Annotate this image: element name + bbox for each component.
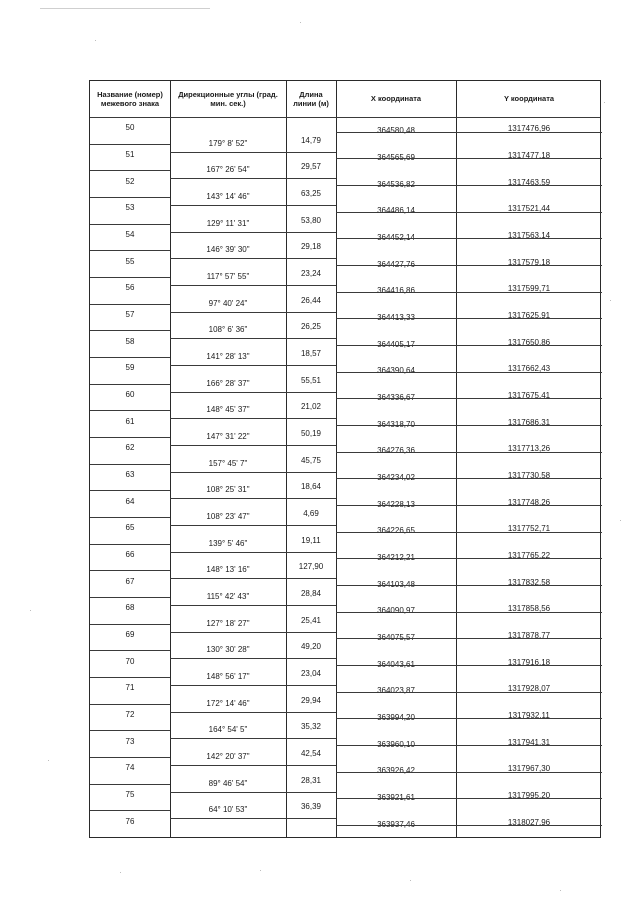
row-divider xyxy=(170,632,336,633)
line-length: 36,39 xyxy=(300,802,322,812)
y-coordinate: 1317563,14 xyxy=(507,231,551,240)
row-divider xyxy=(90,597,170,598)
row-divider xyxy=(336,478,602,479)
row-divider xyxy=(336,185,602,186)
row-divider xyxy=(336,718,602,719)
row-divider xyxy=(90,330,170,331)
point-name: 56 xyxy=(125,283,135,293)
row-divider xyxy=(170,178,336,179)
line-length: 50,19 xyxy=(300,429,322,438)
row-divider xyxy=(90,170,170,171)
row-divider xyxy=(336,665,602,666)
row-divider xyxy=(170,818,336,819)
line-length: 23,24 xyxy=(300,269,322,278)
scan-speck xyxy=(604,102,605,103)
x-coordinate: 364452,14 xyxy=(377,233,415,242)
point-name: 51 xyxy=(125,150,135,159)
row-divider xyxy=(90,624,170,625)
row-divider xyxy=(336,212,602,213)
x-coordinate: 364486,14 xyxy=(377,206,415,216)
row-divider xyxy=(90,464,170,465)
row-divider xyxy=(170,152,336,153)
point-name: 57 xyxy=(125,310,135,319)
row-divider xyxy=(170,552,336,553)
point-name: 50 xyxy=(125,123,135,133)
point-name: 64 xyxy=(125,496,135,506)
row-divider xyxy=(170,658,336,659)
x-coordinate: 364023,87 xyxy=(377,686,415,696)
y-coordinate: 1317579,18 xyxy=(507,257,551,267)
scan-speck xyxy=(560,890,561,891)
row-divider xyxy=(336,318,602,319)
point-name: 65 xyxy=(125,523,135,533)
row-divider xyxy=(170,765,336,766)
row-divider xyxy=(90,410,170,411)
x-coordinate: 364580,48 xyxy=(377,126,415,136)
line-length: 26,25 xyxy=(300,322,322,332)
direction-angle: 164° 54' 5" xyxy=(208,725,248,735)
y-coordinate: 1317662,43 xyxy=(507,364,551,374)
row-divider xyxy=(336,398,602,399)
point-name: 68 xyxy=(125,603,135,613)
row-divider xyxy=(170,792,336,793)
scan-artifact-line xyxy=(40,8,210,9)
y-coordinate: 1317650,86 xyxy=(507,337,551,347)
row-divider xyxy=(90,437,170,438)
x-coordinate: 364212,21 xyxy=(377,553,415,562)
point-name: 69 xyxy=(125,630,135,639)
row-divider xyxy=(336,425,602,426)
line-length: 35,32 xyxy=(300,722,322,732)
row-divider xyxy=(170,205,336,206)
x-coordinate: 364228,13 xyxy=(377,499,415,509)
row-divider xyxy=(336,638,602,639)
x-coordinate: 364234,02 xyxy=(377,473,415,482)
direction-angle: 148° 45' 37" xyxy=(206,405,250,415)
row-divider xyxy=(90,730,170,731)
row-divider xyxy=(170,498,336,499)
direction-angle: 172° 14' 46" xyxy=(206,698,250,708)
y-coordinate: 1317748,26 xyxy=(507,497,551,507)
point-name: 61 xyxy=(125,416,135,426)
y-coordinate: 1317916,18 xyxy=(507,657,551,667)
y-coordinate: 1317675,41 xyxy=(507,391,551,400)
row-divider xyxy=(336,265,602,266)
row-divider xyxy=(170,232,336,233)
scan-speck xyxy=(610,300,611,301)
line-length: 19,11 xyxy=(301,535,321,545)
direction-angle: 129° 11' 31" xyxy=(206,218,250,228)
row-divider xyxy=(170,365,336,366)
row-divider xyxy=(336,612,602,613)
point-name: 71 xyxy=(125,683,135,693)
row-divider xyxy=(170,445,336,446)
x-coordinate: 364090,97 xyxy=(377,606,415,616)
line-length: 25,41 xyxy=(300,615,322,625)
row-divider xyxy=(90,277,170,278)
row-divider xyxy=(336,772,602,773)
row-divider xyxy=(90,757,170,758)
header-length: Длина линии (м) xyxy=(293,89,329,108)
x-coordinate: 363937,46 xyxy=(377,819,415,829)
x-coordinate: 364427,76 xyxy=(377,259,415,269)
line-length: 28,84 xyxy=(300,589,322,598)
row-divider xyxy=(90,490,170,491)
row-divider xyxy=(336,798,602,799)
x-coordinate: 363921,61 xyxy=(377,793,415,802)
line-length: 127,90 xyxy=(298,562,324,572)
y-coordinate: 1317730,58 xyxy=(507,471,551,480)
y-coordinate: 1317752,71 xyxy=(507,524,551,534)
line-length: 29,94 xyxy=(300,695,322,705)
row-divider xyxy=(170,525,336,526)
point-name: 72 xyxy=(125,710,135,719)
row-divider xyxy=(336,238,602,239)
line-length: 14,79 xyxy=(300,135,322,145)
y-coordinate: 1318027,96 xyxy=(507,817,551,827)
point-name: 70 xyxy=(125,656,135,666)
point-name: 52 xyxy=(125,176,135,186)
row-divider xyxy=(336,292,602,293)
x-coordinate: 363994,20 xyxy=(377,713,415,722)
y-coordinate: 1317476,96 xyxy=(507,124,551,134)
direction-angle: 108° 25' 31" xyxy=(206,485,250,495)
row-divider xyxy=(170,285,336,286)
line-length: 18,57 xyxy=(300,349,322,358)
row-divider xyxy=(90,544,170,545)
y-coordinate: 1317463,59 xyxy=(507,177,551,187)
row-divider xyxy=(336,692,602,693)
direction-angle: 148° 13' 16" xyxy=(206,565,250,575)
line-length: 18,64 xyxy=(300,482,322,492)
line-length: 26,44 xyxy=(300,295,322,305)
y-coordinate: 1317932,11 xyxy=(508,711,550,720)
x-coordinate: 363926,42 xyxy=(377,766,415,776)
point-name: 58 xyxy=(125,336,135,346)
x-coordinate: 364416,86 xyxy=(377,286,415,296)
y-coordinate: 1317858,56 xyxy=(507,604,551,614)
point-name: 66 xyxy=(125,550,135,559)
x-coordinate: 364276,36 xyxy=(377,446,415,456)
direction-angle: 89° 46' 54" xyxy=(208,778,248,788)
row-divider xyxy=(90,144,170,145)
direction-angle: 142° 20' 37" xyxy=(206,752,250,761)
scan-speck xyxy=(410,880,411,881)
point-name: 74 xyxy=(125,763,135,773)
row-divider xyxy=(336,585,602,586)
point-name: 60 xyxy=(125,390,135,399)
y-coordinate: 1317521,44 xyxy=(507,204,551,214)
direction-angle: 146° 39' 30" xyxy=(206,245,250,255)
scan-speck xyxy=(30,610,31,611)
point-name: 59 xyxy=(125,363,135,373)
line-length: 29,57 xyxy=(300,162,322,172)
direction-angle: 148° 56' 17" xyxy=(206,672,250,681)
row-divider xyxy=(170,685,336,686)
direction-angle: 130° 30' 28" xyxy=(206,645,250,655)
row-divider xyxy=(336,452,602,453)
x-coordinate: 364405,17 xyxy=(377,339,415,349)
line-length: 29,18 xyxy=(300,242,322,252)
point-name: 75 xyxy=(125,790,135,799)
scan-speck xyxy=(48,760,49,761)
x-coordinate: 364336,67 xyxy=(377,393,415,402)
row-divider xyxy=(336,372,602,373)
row-divider xyxy=(90,384,170,385)
y-coordinate: 1317765,22 xyxy=(507,551,551,560)
y-coordinate: 1317713,26 xyxy=(507,444,551,454)
row-divider xyxy=(170,338,336,339)
direction-angle: 143° 14' 46" xyxy=(206,192,250,201)
row-divider xyxy=(90,197,170,198)
y-coordinate: 1317878,77 xyxy=(507,631,551,640)
direction-angle: 167° 26' 54" xyxy=(206,165,250,175)
row-divider xyxy=(336,558,602,559)
y-coordinate: 1317967,30 xyxy=(507,764,551,774)
row-divider xyxy=(90,517,170,518)
line-length: 63,25 xyxy=(300,189,322,198)
row-divider xyxy=(170,418,336,419)
line-length: 23,04 xyxy=(300,669,322,678)
y-coordinate: 1317941,31 xyxy=(507,737,551,747)
point-name: 73 xyxy=(125,736,135,746)
direction-angle: 157° 45' 7" xyxy=(208,458,248,468)
y-coordinate: 1317995,20 xyxy=(507,791,551,800)
row-divider xyxy=(90,570,170,571)
row-divider xyxy=(170,712,336,713)
row-divider xyxy=(170,578,336,579)
point-name: 67 xyxy=(125,576,135,586)
line-length: 53,80 xyxy=(300,215,322,225)
direction-angle: 147° 31' 22" xyxy=(206,432,250,441)
x-coordinate: 363960,10 xyxy=(377,739,415,749)
y-coordinate: 1317832,58 xyxy=(507,577,551,587)
header-divider xyxy=(90,117,600,118)
row-divider xyxy=(90,650,170,651)
line-length: 55,51 xyxy=(300,375,322,385)
row-divider xyxy=(90,304,170,305)
direction-angle: 141° 28' 13" xyxy=(206,352,250,361)
direction-angle: 139° 5' 46" xyxy=(208,538,248,548)
x-coordinate: 364103,48 xyxy=(377,579,415,589)
line-length: 42,54 xyxy=(300,749,322,758)
row-divider xyxy=(90,704,170,705)
point-name: 54 xyxy=(125,230,135,239)
x-coordinate: 364536,82 xyxy=(377,179,415,189)
row-divider xyxy=(90,784,170,785)
x-coordinate: 364318,70 xyxy=(377,419,415,429)
direction-angle: 127° 18' 27" xyxy=(206,618,250,628)
column-divider xyxy=(456,81,457,837)
row-divider xyxy=(90,357,170,358)
scan-speck xyxy=(120,872,121,873)
row-divider xyxy=(336,505,602,506)
direction-angle: 166° 28' 37" xyxy=(206,378,250,388)
direction-angle: 117° 57' 55" xyxy=(206,272,250,281)
line-length: 21,02 xyxy=(300,402,322,412)
header-y: Y координата xyxy=(503,94,555,104)
x-coordinate: 364075,57 xyxy=(377,633,415,642)
row-divider xyxy=(336,132,602,133)
header-x: X координата xyxy=(370,94,422,104)
row-divider xyxy=(170,312,336,313)
y-coordinate: 1317599,71 xyxy=(507,284,551,294)
row-divider xyxy=(336,345,602,346)
point-name: 53 xyxy=(125,203,135,213)
point-name: 62 xyxy=(125,443,135,453)
row-divider xyxy=(336,158,602,159)
row-divider xyxy=(170,258,336,259)
direction-angle: 108° 6' 36" xyxy=(208,325,248,335)
row-divider xyxy=(170,392,336,393)
scan-speck xyxy=(300,22,301,23)
point-name: 55 xyxy=(125,256,135,266)
x-coordinate: 364226,65 xyxy=(377,526,415,536)
y-coordinate: 1317477,18 xyxy=(507,151,551,160)
column-divider xyxy=(336,81,337,837)
line-length: 49,20 xyxy=(300,642,322,652)
x-coordinate: 364043,61 xyxy=(377,659,415,669)
row-divider xyxy=(90,250,170,251)
scan-speck xyxy=(95,40,96,41)
row-divider xyxy=(170,738,336,739)
point-name: 63 xyxy=(125,470,135,479)
header-angle: Дирекционные углы (град. мин. сек.) xyxy=(178,89,278,108)
scan-speck xyxy=(620,520,621,521)
x-coordinate: 364413,33 xyxy=(377,313,415,322)
line-length: 28,31 xyxy=(300,775,322,785)
y-coordinate: 1317625,91 xyxy=(507,311,551,320)
row-divider xyxy=(336,745,602,746)
line-length: 45,75 xyxy=(300,455,322,465)
x-coordinate: 364390,64 xyxy=(377,366,415,376)
direction-angle: 115° 42' 43" xyxy=(206,592,250,601)
direction-angle: 179° 8' 52" xyxy=(208,138,248,148)
line-length: 4,69 xyxy=(303,509,319,518)
point-name: 76 xyxy=(125,816,135,826)
row-divider xyxy=(90,224,170,225)
scan-speck xyxy=(260,870,261,871)
row-divider xyxy=(90,677,170,678)
y-coordinate: 1317686,31 xyxy=(507,417,551,427)
direction-angle: 97° 40' 24" xyxy=(208,298,248,308)
row-divider xyxy=(336,825,602,826)
y-coordinate: 1317928,07 xyxy=(507,684,551,694)
row-divider xyxy=(336,532,602,533)
x-coordinate: 364565,69 xyxy=(377,153,415,162)
header-name: Название (номер) межевого знака xyxy=(97,89,163,108)
row-divider xyxy=(90,810,170,811)
row-divider xyxy=(170,605,336,606)
row-divider xyxy=(170,472,336,473)
direction-angle: 108° 23' 47" xyxy=(206,512,250,521)
direction-angle: 64° 10' 53" xyxy=(208,805,248,815)
boundary-points-table xyxy=(89,80,601,838)
